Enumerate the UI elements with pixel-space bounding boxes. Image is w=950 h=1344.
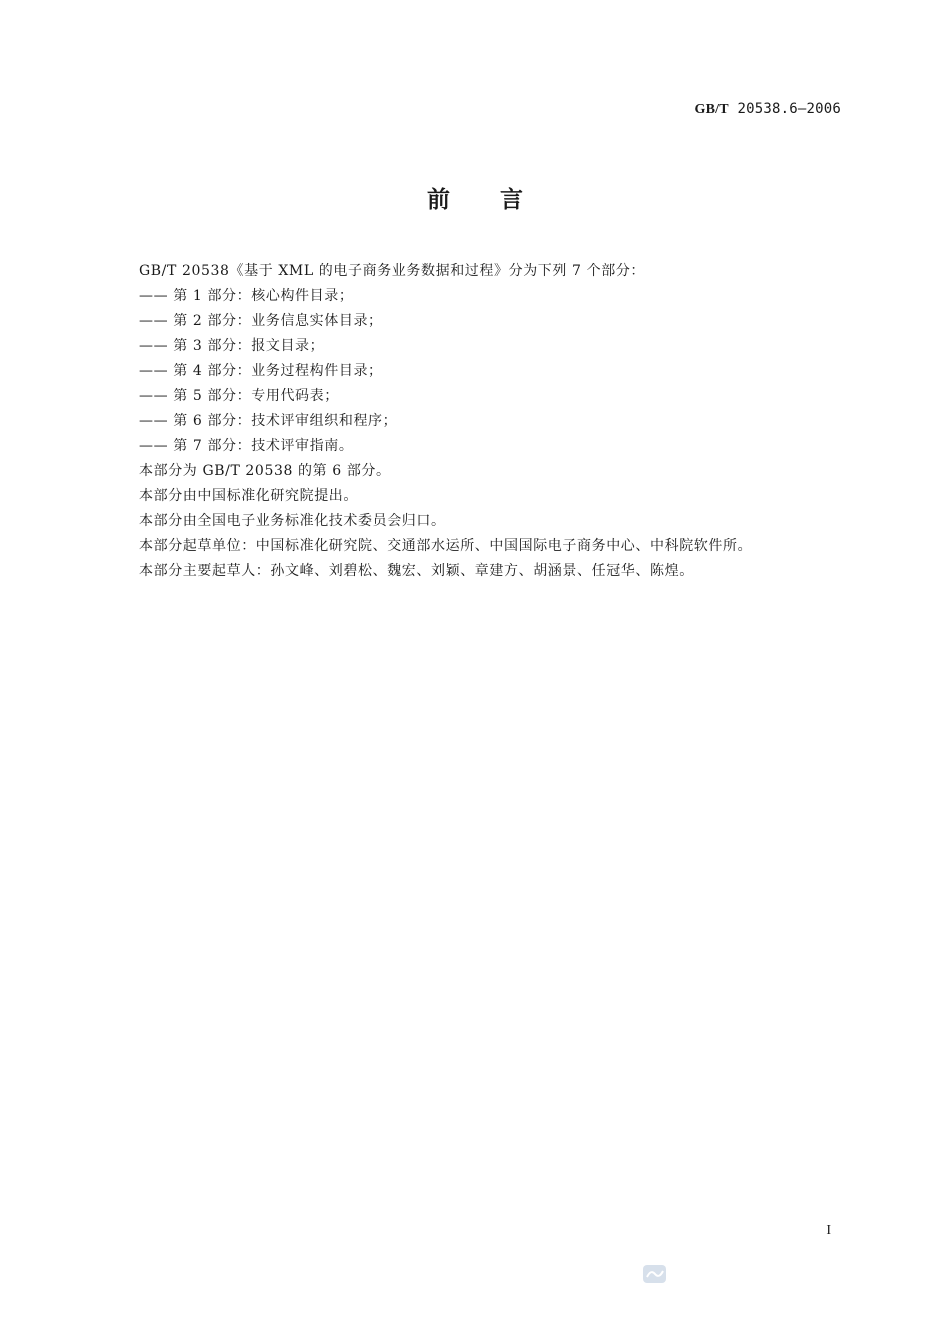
- part-list-item: —— 第 7 部分：技术评审指南。: [139, 438, 354, 454]
- standard-prefix: GB/T: [694, 102, 729, 117]
- standard-number: 20538.6—2006: [737, 101, 841, 117]
- part-list-item: —— 第 3 部分：报文目录；: [139, 338, 325, 354]
- drafters: 本部分主要起草人：孙文峰、刘碧松、魏宏、刘颖、章建方、胡涵景、任冠华、陈煌。: [139, 563, 694, 579]
- centralized-statement: 本部分由全国电子业务标准化技术委员会归口。: [139, 513, 446, 529]
- publisher-logo-icon: [642, 1263, 667, 1285]
- part-list-item: —— 第 4 部分：业务过程构件目录；: [139, 363, 383, 379]
- drafting-units: 本部分起草单位：中国标准化研究院、交通部水运所、中国国际电子商务中心、中科院软件所。: [139, 538, 753, 554]
- standard-code: [695, 101, 841, 118]
- part-list-item: —— 第 1 部分：核心构件目录；: [139, 288, 354, 304]
- page-number: I: [826, 1223, 831, 1238]
- part-list-item: —— 第 5 部分：专用代码表；: [139, 388, 339, 404]
- proposer-statement: 本部分由中国标准化研究院提出。: [139, 488, 358, 504]
- intro-paragraph: GB/T 20538《基于 XML 的电子商务业务数据和过程》分为下列 7 个部分：: [139, 263, 646, 279]
- part-list-item: —— 第 2 部分：业务信息实体目录；: [139, 313, 383, 329]
- foreword-body: [139, 259, 839, 584]
- part-statement: 本部分为 GB/T 20538 的第 6 部分。: [139, 463, 391, 479]
- part-list-item: —— 第 6 部分：技术评审组织和程序；: [139, 413, 398, 429]
- page-title: 前言: [427, 187, 573, 213]
